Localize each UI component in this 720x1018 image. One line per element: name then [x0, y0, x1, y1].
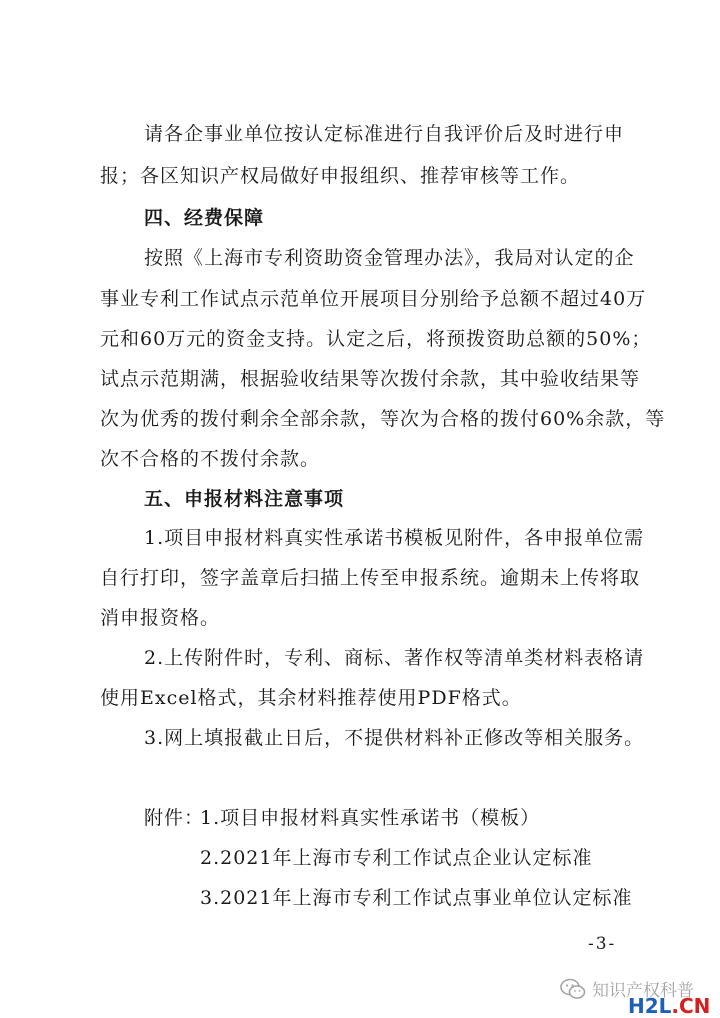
wechat-icon	[560, 978, 586, 1000]
logo-part-h2l: H2L	[628, 994, 672, 1018]
paragraph-line: 3.网上填报截止日后，不提供材料补正修改等相关服务。	[144, 727, 645, 749]
paragraph-line: 2.上传附件时，专利、商标、著作权等清单类材料表格请	[144, 647, 645, 669]
paragraph-line: 消申报资格。	[100, 607, 221, 629]
paragraph-line: 1.项目申报材料真实性承诺书模板见附件，各申报单位需	[144, 527, 645, 549]
paragraph-line: 事业专利工作试点示范单位开展项目分别给予总额不超过40万	[100, 288, 647, 310]
attachment-item: 2.2021年上海市专利工作试点企业认定标准	[200, 847, 593, 869]
site-logo	[628, 994, 710, 1018]
watermark-text: 知识产权科普	[592, 981, 694, 1001]
logo-part-cn: .CN	[671, 994, 711, 1018]
paragraph-line: 自行打印，签字盖章后扫描上传至申报系统。逾期未上传将取	[100, 567, 641, 589]
attachment-item: 1.项目申报材料真实性承诺书（模板）	[200, 807, 541, 829]
paragraph-line: 元和60万元的资金支持。认定之后，将预拨资助总额的50%；	[100, 328, 652, 350]
attachment-item: 3.2021年上海市专利工作试点事业单位认定标准	[200, 887, 633, 909]
section-heading-materials: 五、申报材料注意事项	[144, 488, 345, 510]
section-heading-funding: 四、经费保障	[144, 207, 265, 229]
paragraph-line: 次为优秀的拨付剩余全部余款，等次为合格的拨付60%余款，等	[100, 408, 666, 430]
attachments-label: 附件：	[144, 807, 205, 829]
page-number: -3-	[588, 934, 617, 954]
paragraph-line: 试点示范期满，根据验收结果等次拨付余款，其中验收结果等	[100, 368, 641, 390]
paragraph-line: 次不合格的不拨付余款。	[100, 448, 321, 470]
paragraph-line: 报；各区知识产权局做好申报组织、推荐审核等工作。	[100, 165, 581, 187]
paragraph-line: 请各企事业单位按认定标准进行自我评价后及时进行申	[144, 123, 625, 145]
paragraph-line: 使用Excel格式，其余材料推荐使用PDF格式。	[100, 687, 522, 709]
paragraph-line: 按照《上海市专利资助资金管理办法》，我局对认定的企	[144, 247, 635, 269]
